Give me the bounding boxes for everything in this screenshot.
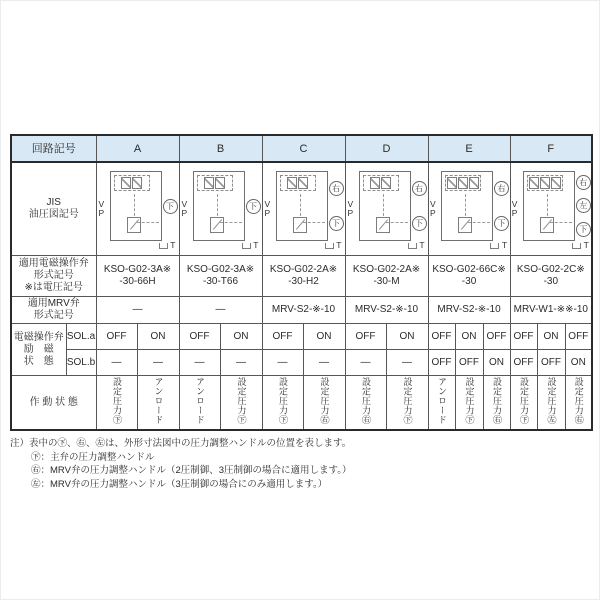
valve-position-square <box>540 177 550 189</box>
state-text: 設定圧力㊧ <box>546 376 557 425</box>
valve-position-square <box>529 177 539 189</box>
valve-outline <box>441 171 493 241</box>
valve-position-square <box>458 177 468 189</box>
solenoid-model-row-label <box>11 256 96 297</box>
port-t-label: T <box>501 239 508 250</box>
tank-symbol <box>572 243 581 249</box>
port-t-label: T <box>419 239 425 250</box>
valve-position-square <box>469 177 479 189</box>
sol-a-value: ON <box>220 324 262 350</box>
solenoid-model-f <box>510 256 592 297</box>
model-line1: KSO-G02-3A※ <box>103 264 172 275</box>
port-vp-labels: V P <box>181 198 188 218</box>
adjust-handle-icon: 左 <box>576 198 591 213</box>
valve-position-square <box>215 177 225 189</box>
solenoid-model-c <box>262 256 345 297</box>
model-line2: -30 <box>543 276 559 287</box>
state-text: 設定圧力㊨ <box>492 376 503 425</box>
sol-b-row <box>11 350 592 376</box>
model-line2: -30 <box>461 276 477 287</box>
port-vp-labels: V P <box>430 198 436 218</box>
state-cell <box>96 376 137 431</box>
model-line1: KSO-G02-66C※ <box>432 264 506 275</box>
valve-position-square <box>121 177 131 189</box>
hydraulic-circuit-diagram-b <box>182 169 260 253</box>
valve-position-square <box>204 177 214 189</box>
mrv-model-label-line2: 形式記号 <box>33 310 74 321</box>
sol-b-value: ― <box>345 350 386 376</box>
footnote-line4: ㊧：MRV弁の圧力調整ハンドル（3圧制御の場合にのみ適用します。） <box>31 478 328 490</box>
solenoid-model-d <box>345 256 428 297</box>
sol-a-value: ON <box>455 324 483 350</box>
solenoid-model-row <box>11 256 592 297</box>
sol-b-value: ― <box>179 350 220 376</box>
state-text: 設定圧力㊨ <box>319 376 330 425</box>
jis-label-line1: JIS <box>46 197 61 208</box>
tank-symbol <box>159 243 168 249</box>
pilot-valve-symbol <box>527 175 563 191</box>
relief-valve-symbol <box>210 217 224 233</box>
model-line2: -30-T66 <box>202 276 238 287</box>
tank-symbol <box>242 243 251 249</box>
state-cell <box>428 376 455 431</box>
model-line2: -30-M <box>373 276 400 287</box>
adjust-handle-icon: 下 <box>494 216 509 231</box>
pilot-valve-symbol <box>445 175 481 191</box>
jis-row-label <box>11 162 96 256</box>
excitation-label-line1: 電磁操作弁 <box>13 331 64 343</box>
footnote-line1: 注）表中の㊦、㊨、㊧は、外形寸法図中の圧力調整ハンドルの位置を表します。 <box>10 438 352 449</box>
pilot-line <box>465 194 466 216</box>
sol-b-label: SOL.b <box>66 350 96 376</box>
jis-diagram-cell-a <box>96 162 179 256</box>
sol-a-value: OFF <box>179 324 220 350</box>
column-header-b: B <box>179 135 262 162</box>
model-line2: -30-66H <box>119 276 156 287</box>
valve-position-square <box>287 177 297 189</box>
sol-a-value: OFF <box>345 324 386 350</box>
state-cell <box>537 376 565 431</box>
valve-position-square <box>370 177 380 189</box>
valve-position-square <box>447 177 457 189</box>
valve-outline <box>359 171 411 241</box>
excitation-label-line3: 状 態 <box>23 355 54 367</box>
valve-outline <box>193 171 245 241</box>
mrv-model-f: MRV-W1-※※-10 <box>510 297 592 324</box>
sol-b-value: ON <box>565 350 592 376</box>
adjust-handle-icon: 下 <box>576 222 591 237</box>
state-text: 設定圧力㊦ <box>236 376 247 425</box>
sol-b-value: OFF <box>428 350 455 376</box>
sol-a-value: OFF <box>96 324 137 350</box>
handle-circles <box>246 173 261 241</box>
sol-b-value: OFF <box>537 350 565 376</box>
solenoid-model-label-line1: 適用電磁操作弁 <box>18 258 89 269</box>
port-vp-labels: V P <box>511 198 518 218</box>
adjust-handle-icon: 右 <box>576 175 591 190</box>
sol-a-value: OFF <box>262 324 303 350</box>
sol-a-value: ON <box>137 324 179 350</box>
adjust-handle-icon: 下 <box>163 199 178 214</box>
port-t-label: T <box>336 239 342 250</box>
hydraulic-circuit-diagram-c <box>265 169 343 253</box>
mrv-model-row <box>11 297 592 324</box>
sol-b-value: ― <box>220 350 262 376</box>
pilot-line <box>217 194 218 216</box>
model-line1: KSO-G02-2A※ <box>269 264 338 275</box>
state-text: 設定圧力㊦ <box>112 376 122 425</box>
jis-diagram-cell-c <box>262 162 345 256</box>
adjust-handle-icon: 右 <box>412 181 427 196</box>
state-cell <box>455 376 483 431</box>
operating-state-row <box>11 376 592 431</box>
jis-symbol-row <box>11 162 592 256</box>
solenoid-model-a <box>96 256 179 297</box>
sol-b-value: OFF <box>455 350 483 376</box>
mrv-model-a: ― <box>96 297 179 324</box>
operating-state-row-label: 作 動 状 態 <box>11 376 96 431</box>
footnote-line3: ㊨：MRV弁の圧力調整ハンドル（2圧制御、3圧制御の場合に適用します。） <box>31 465 352 476</box>
relief-valve-symbol <box>376 217 390 233</box>
jis-label-line2: 油圧図記号 <box>28 209 79 220</box>
state-cell <box>262 376 303 431</box>
excitation-label-line2: 励 磁 <box>23 343 54 355</box>
sol-a-value: ON <box>303 324 345 350</box>
hydraulic-circuit-diagram-f <box>512 169 590 253</box>
valve-outline <box>276 171 328 241</box>
valve-outline <box>110 171 162 241</box>
solenoid-model-e <box>428 256 510 297</box>
mrv-model-row-label <box>11 297 96 324</box>
pilot-line <box>134 194 135 216</box>
pilot-valve-symbol <box>363 175 399 191</box>
handle-circles <box>576 173 591 241</box>
model-line1: KSO-G02-2C※ <box>516 264 585 275</box>
mrv-model-label-line1: 適用MRV弁 <box>27 298 80 309</box>
mrv-model-c: MRV-S2-※-10 <box>262 297 345 324</box>
sol-a-value: ON <box>386 324 428 350</box>
port-t-label: T <box>170 239 176 250</box>
sol-b-value: OFF <box>510 350 537 376</box>
hydraulic-circuit-diagram-d <box>348 169 426 253</box>
adjust-handle-icon: 下 <box>329 216 344 231</box>
valve-outline <box>523 171 575 241</box>
solenoid-model-b <box>179 256 262 297</box>
state-text: アンロード <box>195 376 205 425</box>
pilot-valve-symbol <box>114 175 150 191</box>
tank-symbol <box>408 243 417 249</box>
solenoid-model-label-line3: ※は電圧記号 <box>24 282 83 293</box>
state-text: 設定圧力㊨ <box>573 376 584 425</box>
valve-position-square <box>132 177 142 189</box>
column-header-f: F <box>510 135 592 162</box>
column-header-c: C <box>262 135 345 162</box>
port-vp-labels: V P <box>98 198 105 218</box>
sol-b-value: ― <box>386 350 428 376</box>
jis-diagram-cell-b <box>179 162 262 256</box>
excitation-row-label <box>11 324 66 376</box>
port-vp-labels: V P <box>264 198 271 218</box>
mrv-model-e: MRV-S2-※-10 <box>428 297 510 324</box>
handle-circles <box>412 173 427 241</box>
state-cell <box>137 376 179 431</box>
footnote-line2: ㊦：主弁の圧力調整ハンドル <box>31 451 155 463</box>
relief-valve-symbol <box>293 217 307 233</box>
jis-diagram-cell-d <box>345 162 428 256</box>
sol-b-value: ― <box>96 350 137 376</box>
sol-a-value: OFF <box>428 324 455 350</box>
solenoid-model-label-line2: 形式記号 <box>33 270 74 281</box>
state-text: 設定圧力㊦ <box>278 376 288 425</box>
state-cell <box>565 376 592 431</box>
valve-spec-table <box>10 134 593 431</box>
model-line2: -30-H2 <box>288 276 319 287</box>
relief-valve-symbol <box>127 217 141 233</box>
state-cell <box>303 376 345 431</box>
pilot-line <box>547 194 548 216</box>
footnote <box>10 437 593 491</box>
state-text: 設定圧力㊦ <box>402 376 413 425</box>
valve-position-square <box>381 177 391 189</box>
valve-position-square <box>298 177 308 189</box>
spec-table-block <box>10 134 593 491</box>
mrv-model-b: ― <box>179 297 262 324</box>
adjust-handle-icon: 下 <box>412 216 427 231</box>
pilot-line <box>383 194 384 216</box>
state-text: アンロード <box>437 376 448 425</box>
column-header-d: D <box>345 135 428 162</box>
state-text: アンロード <box>153 376 164 425</box>
adjust-handle-icon: 右 <box>494 181 509 196</box>
handle-circles <box>163 173 178 241</box>
column-header-a: A <box>96 135 179 162</box>
port-t-label: T <box>253 239 259 250</box>
column-header-e: E <box>428 135 510 162</box>
model-line1: KSO-G02-3A※ <box>186 264 255 275</box>
tank-symbol <box>490 243 499 249</box>
model-line1: KSO-G02-2A※ <box>352 264 421 275</box>
tank-symbol <box>325 243 334 249</box>
sol-a-value: OFF <box>510 324 537 350</box>
port-t-label: T <box>583 239 589 250</box>
sol-a-value: OFF <box>565 324 592 350</box>
sol-b-value: ― <box>303 350 345 376</box>
handle-circles <box>329 173 344 241</box>
hydraulic-circuit-diagram-e <box>430 169 508 253</box>
mrv-model-d: MRV-S2-※-10 <box>345 297 428 324</box>
hydraulic-circuit-diagram-a <box>99 169 177 253</box>
sol-a-value: ON <box>537 324 565 350</box>
state-text: 設定圧力㊦ <box>519 376 530 425</box>
adjust-handle-icon: 右 <box>329 181 344 196</box>
sol-b-value: ― <box>262 350 303 376</box>
port-vp-labels: V P <box>347 198 354 218</box>
pilot-valve-symbol <box>197 175 233 191</box>
valve-position-square <box>551 177 561 189</box>
sol-a-row <box>11 324 592 350</box>
jis-diagram-cell-e <box>428 162 510 256</box>
adjust-handle-icon: 下 <box>246 199 261 214</box>
header-row <box>11 135 592 162</box>
state-cell <box>345 376 386 431</box>
state-text: 設定圧力㊨ <box>361 376 372 425</box>
pilot-line <box>300 194 301 216</box>
state-cell <box>483 376 510 431</box>
sol-b-value: ― <box>137 350 179 376</box>
pilot-valve-symbol <box>280 175 316 191</box>
state-cell <box>220 376 262 431</box>
sol-a-label: SOL.a <box>66 324 96 350</box>
relief-valve-symbol <box>458 217 472 233</box>
state-cell <box>179 376 220 431</box>
circuit-symbol-header: 回路記号 <box>11 135 96 162</box>
sol-a-value: OFF <box>483 324 510 350</box>
handle-circles <box>494 173 509 241</box>
state-cell <box>386 376 428 431</box>
state-text: 設定圧力㊦ <box>464 376 475 425</box>
state-cell <box>510 376 537 431</box>
jis-diagram-cell-f <box>510 162 592 256</box>
sol-b-value: ON <box>483 350 510 376</box>
relief-valve-symbol <box>540 217 554 233</box>
